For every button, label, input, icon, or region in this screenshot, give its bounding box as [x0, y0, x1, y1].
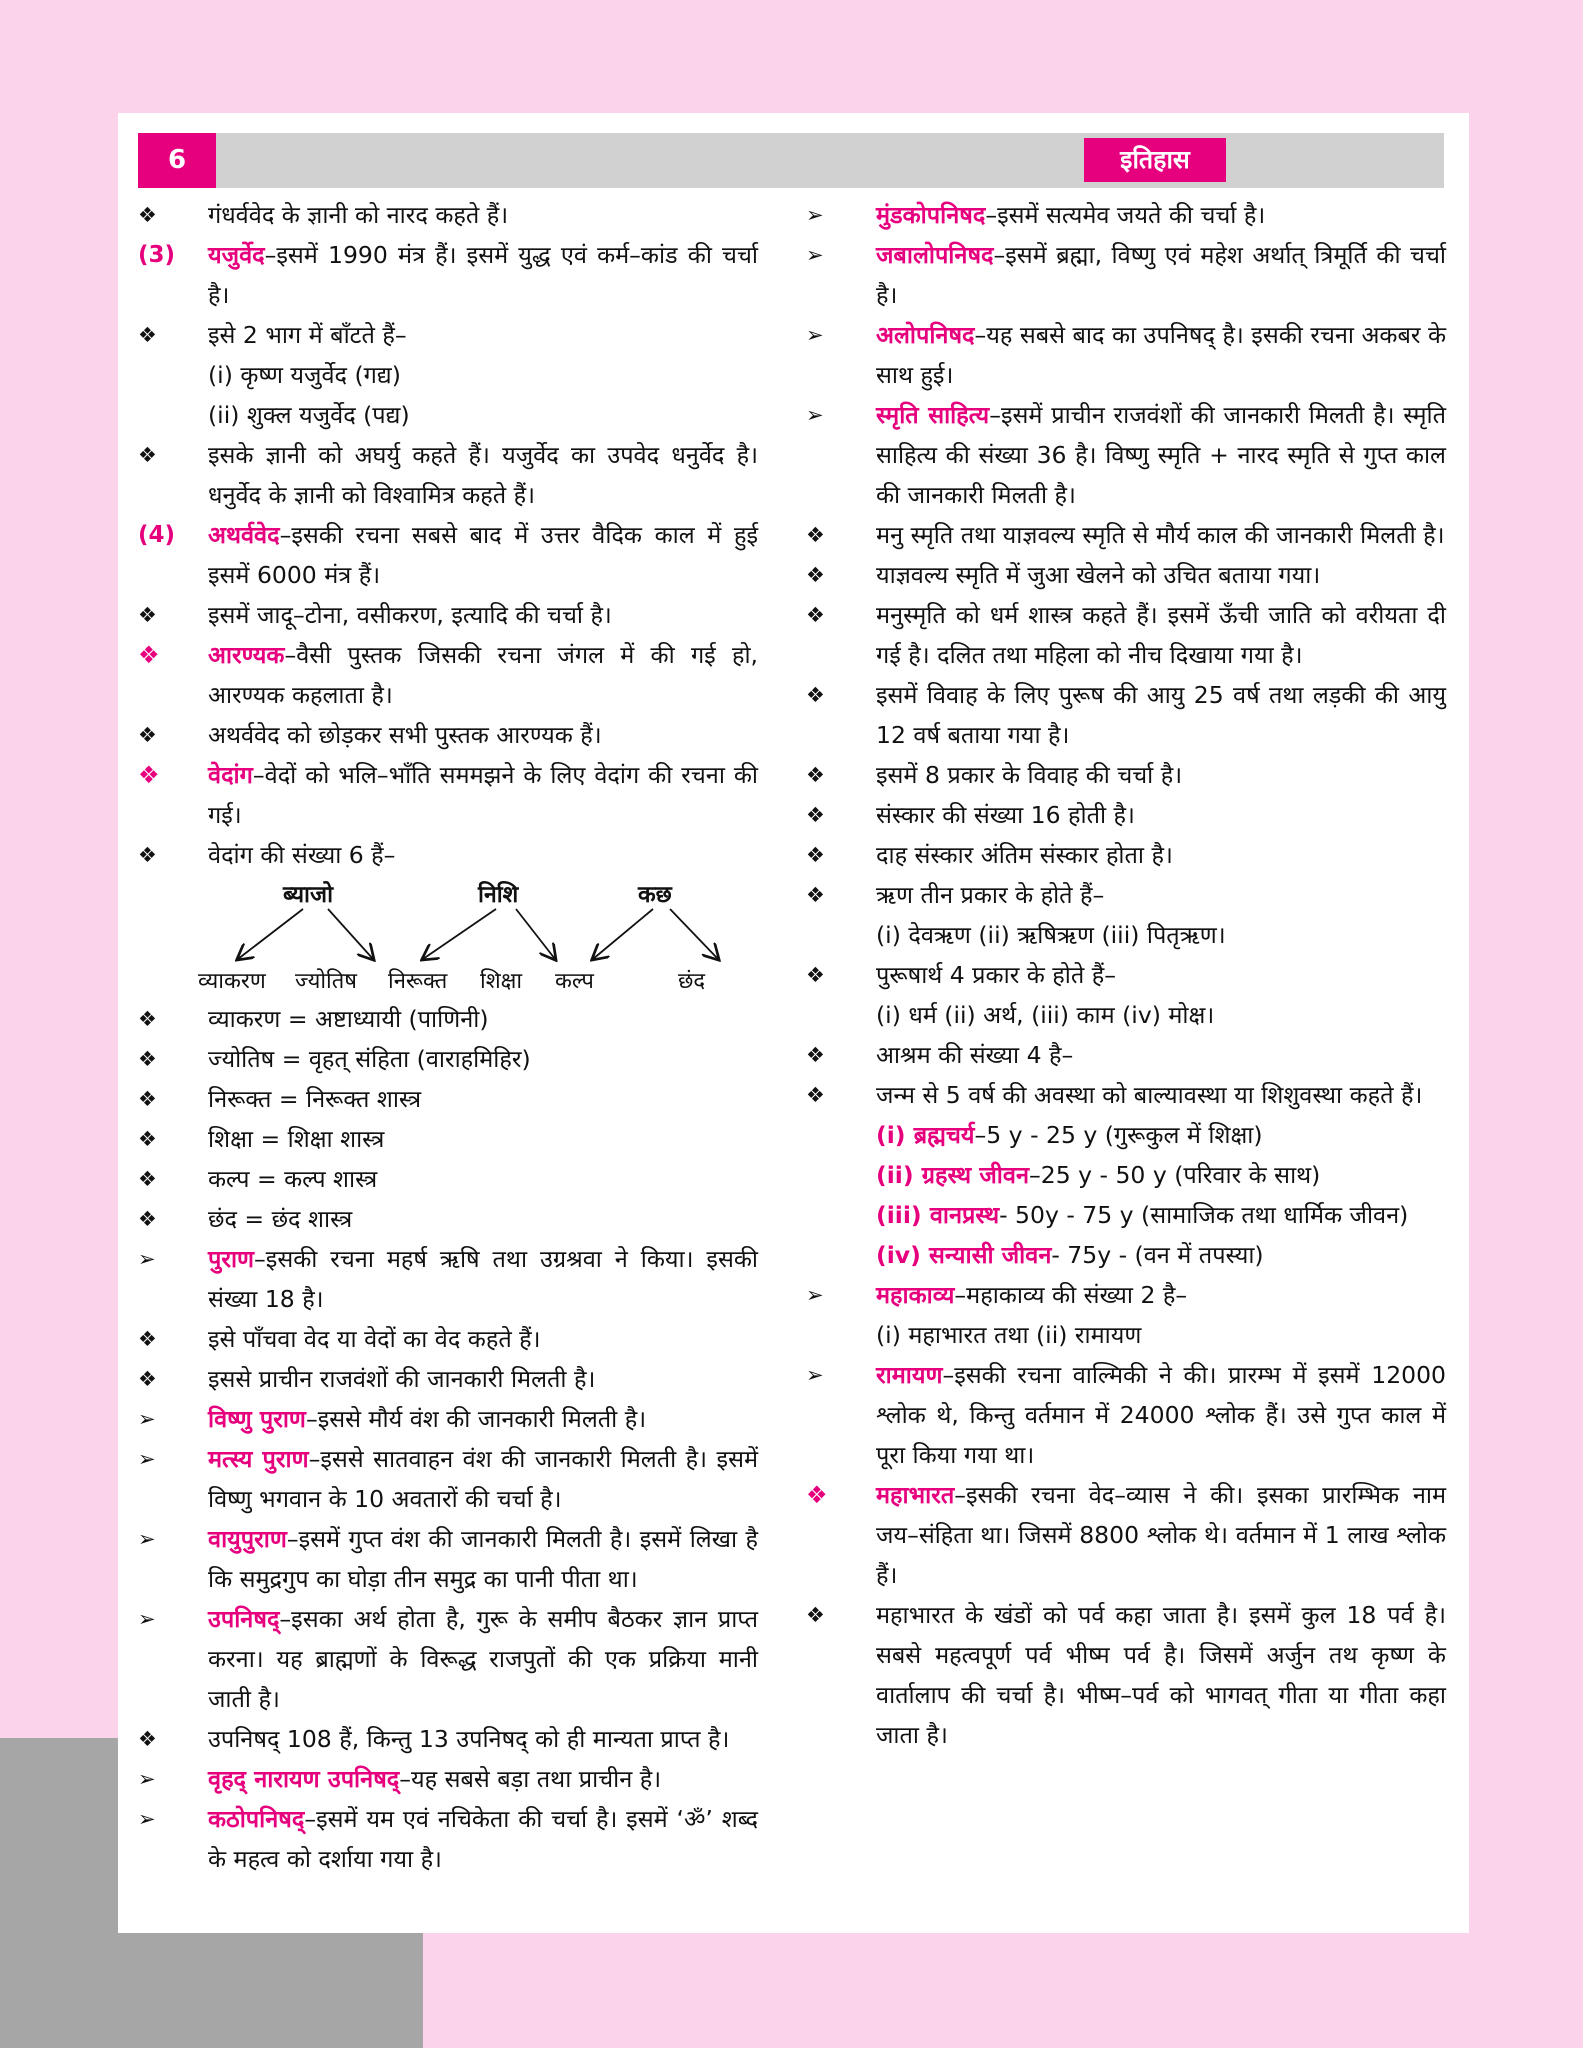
- item-text: मनु स्मृति तथा याज्ञवल्य स्मृति से मौर्य काल की जानकारी मिलती है।: [876, 521, 1445, 549]
- item-text: अथर्ववेद को छोड़कर सभी पुस्तक आरण्यक हैं।: [208, 721, 602, 749]
- list-item: [806, 235, 1446, 315]
- list-item: [806, 1075, 1446, 1115]
- item-text: याज्ञवल्य स्मृति में जुआ खेलने को उचित बताया गया।: [876, 561, 1321, 589]
- diagram-arrow-0: [238, 909, 303, 959]
- bullet-marker: ❖: [806, 1603, 825, 1627]
- keyword: महाभारत: [876, 1481, 955, 1509]
- item-text: शिक्षा = शिक्षा शास्त्र: [208, 1125, 385, 1153]
- keyword: विष्णु पुराण: [208, 1405, 306, 1433]
- keyword: वेदांग: [208, 761, 253, 789]
- bullet-marker: ❖: [806, 803, 825, 827]
- list-item: [806, 795, 1446, 835]
- item-text: –इसकी रचना महर्ष ऋषि तथा उग्रश्रवा ने किया। इसकी संख्या 18 है।: [208, 1245, 758, 1313]
- bullet-marker: ➢: [138, 1407, 156, 1431]
- keyword: पुराण: [208, 1245, 255, 1273]
- list-item: [138, 595, 758, 635]
- bullet-marker: ➢: [806, 203, 824, 227]
- diagram-arrow-4: [593, 909, 653, 959]
- list-item: [806, 555, 1446, 595]
- list-item: [138, 1079, 758, 1119]
- bullet-marker: ➢: [138, 1447, 156, 1471]
- item-text: ज्योतिष = वृहत् संहिता (वाराहमिहिर): [208, 1045, 531, 1073]
- bullet-marker: ➢: [138, 1247, 156, 1271]
- left-column: [138, 195, 758, 1879]
- item-text: –इससे मौर्य वंश की जानकारी मिलती है।: [305, 1405, 647, 1433]
- item-text: कल्प = कल्प शास्त्र: [208, 1165, 378, 1193]
- sub-item: [806, 1115, 1446, 1155]
- keyword: अलोपनिषद: [876, 321, 975, 349]
- list-item: [138, 1519, 758, 1599]
- item-text: –इसका अर्थ होता है, गुरू के समीप बैठकर ज्ञान प्राप्त करना। यह ब्राह्मणों के विरूद्ध राजपुतों की एक प्रक्रिया मानी जाती है।: [208, 1605, 758, 1713]
- bullet-marker: ❖: [138, 203, 157, 227]
- item-text: –इसमें प्राचीन राजवंशों की जानकारी मिलती है। स्मृति साहित्य की संख्या 36 है। विष्णु स्मृति + नारद स्मृति से गुप्त काल की जानकारी मिलती है।: [876, 401, 1446, 509]
- keyword: वायुपुराण: [208, 1525, 287, 1553]
- diagram-leaf-label: व्याकरण: [198, 969, 266, 994]
- bullet-marker: ❖: [138, 603, 157, 627]
- item-text: मनुस्मृति को धर्म शास्त्र कहते हैं। इसमें ऊँची जाति को वरीयता दी गई है। दलित तथा महिला को नीच दिखाया गया है।: [876, 601, 1446, 669]
- bullet-marker: ➢: [806, 1283, 824, 1307]
- item-text: गंधर्ववेद के ज्ञानी को नारद कहते हैं।: [208, 201, 509, 229]
- list-item: [138, 715, 758, 755]
- list-item: [806, 875, 1446, 915]
- item-text: इसे पाँचवा वेद या वेदों का वेद कहते हैं।: [208, 1325, 541, 1353]
- item-text: –इसमें ब्रह्मा, विष्णु एवं महेश अर्थात् त्रिमूर्ति की चर्चा है।: [876, 241, 1446, 309]
- sub-item: [806, 1155, 1446, 1195]
- bullet-marker: ➢: [138, 1767, 156, 1791]
- list-item: [138, 195, 758, 235]
- sub-item: [806, 995, 1446, 1035]
- keyword: यजुर्वेद: [208, 241, 265, 269]
- bullet-marker: ❖: [138, 723, 157, 747]
- item-text: –महाकाव्य की संख्या 2 है–: [954, 1281, 1188, 1309]
- list-item: [138, 435, 758, 515]
- sub-item: [806, 1235, 1446, 1275]
- keyword: मुंडकोपनिषद: [876, 201, 986, 229]
- item-text: –इसकी रचना सबसे बाद में उत्तर वैदिक काल में हुई इसमें 6000 मंत्र हैं।: [208, 521, 758, 589]
- keyword: अथर्ववेद: [208, 521, 280, 549]
- item-text: –इसमें गुप्त वंश की जानकारी मिलती है। इसमें लिखा है कि समुद्रगुप का घोड़ा तीन समुद्र का पानी पीता था।: [208, 1525, 758, 1593]
- sub-item: [806, 1195, 1446, 1235]
- keyword: मत्स्य पुराण: [208, 1445, 309, 1473]
- list-item: [806, 1595, 1446, 1755]
- item-text: –वेदों को भलि–भाँति सममझने के लिए वेदांग की रचना की गई।: [208, 761, 758, 829]
- list-item: [138, 1759, 758, 1799]
- bullet-marker: ❖: [806, 843, 825, 867]
- vedang-diagram: [198, 875, 758, 999]
- sub-item-text: (i) महाभारत तथा (ii) रामायण: [876, 1321, 1142, 1349]
- keyword: रामायण: [876, 1361, 943, 1389]
- list-item: [138, 999, 758, 1039]
- sub-item-text: –25 y - 50 y (परिवार के साथ): [1029, 1161, 1321, 1189]
- list-item: [806, 835, 1446, 875]
- item-text: महाभारत के खंडों को पर्व कहा जाता है। इसमें कुल 18 पर्व है। सबसे महत्वपूर्ण पर्व भीष्म पर्व है। जिसमें अर्जुन तथ कृष्ण के वार्तालाप की चर्चा है। भीष्म–पर्व को भागवत् गीता या गीता कहा जाता है।: [876, 1601, 1446, 1749]
- list-item: [138, 515, 758, 595]
- diagram-arrow-1: [328, 909, 373, 959]
- keyword: कठोपनिषद्: [208, 1805, 305, 1833]
- sub-item-text: - 50y - 75 y (सामाजिक तथा धार्मिक जीवन): [999, 1201, 1409, 1229]
- sub-item-text: –5 y - 25 y (गुरूकुल में शिक्षा): [974, 1121, 1263, 1149]
- bullet-marker: ❖: [806, 683, 825, 707]
- item-text: –वैसी पुस्तक जिसकी रचना जंगल में की गई हो, आरण्यक कहलाता है।: [208, 641, 758, 709]
- bullet-marker: ➢: [806, 1363, 824, 1387]
- diagram-leaf-label: छंद: [678, 969, 706, 994]
- sub-item-keyword: (ii) ग्रहस्थ जीवन: [876, 1161, 1030, 1189]
- list-item: [138, 1599, 758, 1719]
- list-item: [806, 1355, 1446, 1475]
- sub-item-keyword: (i) ब्रह्मचर्य: [876, 1121, 975, 1149]
- item-text: –इसकी रचना वाल्मिकी ने की। प्रारम्भ में इसमें 12000 श्लोक थे, किन्तु वर्तमान में 24000 श्लोक हैं। उसे गुप्त काल में पूरा किया गया था।: [876, 1361, 1446, 1469]
- list-item: [806, 1275, 1446, 1315]
- sub-item-text: (i) कृष्ण यजुर्वेद (गद्य): [208, 361, 401, 389]
- keyword: उपनिषद्: [208, 1605, 280, 1633]
- bullet-marker: ❖: [806, 1043, 825, 1067]
- right-column: [806, 195, 1446, 1755]
- list-item: [806, 755, 1446, 795]
- sub-item-text: (ii) शुक्ल यजुर्वेद (पद्य): [208, 401, 410, 429]
- page-sheet: [118, 113, 1469, 1933]
- bullet-marker: ❖: [138, 1207, 157, 1231]
- bullet-marker: ❖: [806, 523, 825, 547]
- bullet-marker: ❖: [138, 1327, 157, 1351]
- sub-item: [806, 915, 1446, 955]
- item-text: संस्कार की संख्या 16 होती है।: [876, 801, 1135, 829]
- item-text: –यह सबसे बड़ा तथा प्राचीन है।: [399, 1765, 662, 1793]
- diagram-leaf-label: कल्प: [555, 969, 594, 994]
- item-text: –यह सबसे बाद का उपनिषद् है। इसकी रचना अकबर के साथ हुई।: [876, 321, 1447, 389]
- item-text: उपनिषद् 108 हैं, किन्तु 13 उपनिषद् को ही मान्यता प्राप्त है।: [208, 1725, 730, 1753]
- bullet-marker: ❖: [138, 323, 157, 347]
- list-item: [138, 635, 758, 715]
- item-text: आश्रम की संख्या 4 है–: [876, 1041, 1074, 1069]
- bullet-marker: ❖: [806, 883, 825, 907]
- bullet-marker: ➢: [138, 1527, 156, 1551]
- list-item: [138, 1319, 758, 1359]
- diagram-arrow-3: [516, 909, 555, 959]
- list-item: [806, 515, 1446, 555]
- bullet-marker: ❖: [138, 1087, 157, 1111]
- item-text: छंद = छंद शास्त्र: [208, 1205, 353, 1233]
- bullet-marker: ❖: [138, 1047, 157, 1071]
- item-text: ऋण तीन प्रकार के होते हैं–: [876, 881, 1105, 909]
- bullet-marker: ❖: [806, 603, 825, 627]
- list-item: [138, 1159, 758, 1199]
- bullet-marker: ❖: [138, 1367, 157, 1391]
- keyword: आरण्यक: [208, 641, 285, 669]
- sub-item-keyword: (iv) सन्यासी जीवन: [876, 1241, 1052, 1269]
- list-item: [138, 1439, 758, 1519]
- list-item: [138, 1399, 758, 1439]
- bullet-marker: ➢: [138, 1607, 156, 1631]
- item-text: इसमें विवाह के लिए पुरूष की आयु 25 वर्ष तथा लड़की की आयु 12 वर्ष बताया गया है।: [876, 681, 1446, 749]
- bullet-marker: ➢: [806, 403, 824, 427]
- item-text: वेदांग की संख्या 6 हैं–: [208, 841, 396, 869]
- item-text: व्याकरण = अष्टाध्यायी (पाणिनी): [208, 1005, 489, 1033]
- item-text: दाह संस्कार अंतिम संस्कार होता है।: [876, 841, 1173, 869]
- bullet-marker: ❖: [138, 443, 157, 467]
- item-text: निरूक्त = निरूक्त शास्त्र: [208, 1085, 422, 1113]
- item-text: –इससे सातवाहन वंश की जानकारी मिलती है। इसमें विष्णु भगवान के 10 अवतारों की चर्चा है।: [208, 1445, 759, 1513]
- list-item: [138, 1239, 758, 1319]
- diagram-arrow-5: [670, 909, 718, 959]
- subject-title: इतिहास: [1084, 138, 1226, 182]
- sub-item-text: (i) धर्म (ii) अर्थ, (iii) काम (iv) मोक्ष।: [876, 1001, 1215, 1029]
- item-text: जन्म से 5 वर्ष की अवस्था को बाल्यावस्था या शिशुवस्था कहते हैं।: [876, 1081, 1423, 1109]
- list-item: [138, 235, 758, 315]
- list-item: [806, 955, 1446, 995]
- bullet-marker: ❖: [806, 1481, 828, 1509]
- diagram-arrow-2: [423, 909, 496, 959]
- list-item: [138, 1359, 758, 1399]
- bullet-marker: ❖: [138, 761, 160, 789]
- item-text: इसमें 8 प्रकार के विवाह की चर्चा है।: [876, 761, 1183, 789]
- diagram-leaf-label: ज्योतिष: [295, 969, 357, 994]
- item-text: इसमें जादू–टोना, वसीकरण, इत्यादि की चर्चा है।: [208, 601, 612, 629]
- list-item: [806, 195, 1446, 235]
- diagram-leaf-label: शिक्षा: [480, 969, 523, 994]
- keyword: महाकाव्य: [876, 1281, 955, 1309]
- page-header: [138, 133, 1444, 188]
- bullet-marker: ❖: [806, 763, 825, 787]
- diagram-group-label: ब्याजो: [283, 882, 334, 908]
- bullet-marker: ❖: [806, 963, 825, 987]
- bullet-marker: ❖: [138, 1727, 157, 1751]
- diagram-leaf-label: निरूक्त: [388, 969, 448, 994]
- item-text: इससे प्राचीन राजवंशों की जानकारी मिलती है।: [208, 1365, 596, 1393]
- list-item: [138, 315, 758, 355]
- bullet-marker: ➢: [806, 323, 824, 347]
- list-item: [806, 595, 1446, 675]
- bullet-marker: ❖: [806, 1083, 825, 1107]
- bullet-marker: ➢: [138, 1807, 156, 1831]
- item-text: –इसकी रचना वेद–व्यास ने की। इसका प्रारम्भिक नाम जय–संहिता था। जिसमें 8800 श्लोक थे। वर्तमान में 1 लाख श्लोक हैं।: [876, 1481, 1446, 1589]
- bullet-marker: ❖: [138, 1007, 157, 1031]
- sub-item-text: (i) देवऋण (ii) ऋषिऋण (iii) पितृऋण।: [876, 921, 1226, 949]
- bullet-marker: (4): [138, 522, 176, 548]
- page-number: 6: [138, 133, 216, 188]
- bullet-marker: ❖: [138, 843, 157, 867]
- list-item: [806, 1475, 1446, 1595]
- bullet-marker: ➢: [806, 243, 824, 267]
- list-item: [138, 1119, 758, 1159]
- keyword: वृहद् नारायण उपनिषद्: [208, 1765, 400, 1793]
- item-text: पुरूषार्थ 4 प्रकार के होते हैं–: [876, 961, 1116, 989]
- list-item: [138, 1719, 758, 1759]
- bullet-marker: ❖: [138, 641, 160, 669]
- item-text: इसे 2 भाग में बाँटते हैं–: [208, 321, 407, 349]
- sub-item: [138, 395, 758, 435]
- list-item: [806, 1035, 1446, 1075]
- bullet-marker: (3): [138, 242, 176, 268]
- bullet-marker: ❖: [138, 1167, 157, 1191]
- list-item: [138, 1199, 758, 1239]
- list-item: [138, 1039, 758, 1079]
- keyword: जबालोपनिषद: [876, 241, 994, 269]
- list-item: [138, 755, 758, 835]
- list-item: [806, 675, 1446, 755]
- bullet-marker: ❖: [138, 1127, 157, 1151]
- sub-item-keyword: (iii) वानप्रस्थ: [876, 1201, 1000, 1229]
- sub-item: [806, 1315, 1446, 1355]
- sub-item-text: - 75y - (वन में तपस्या): [1051, 1241, 1264, 1269]
- item-text: –इसमें 1990 मंत्र हैं। इसमें युद्ध एवं कर्म–कांड की चर्चा है।: [208, 241, 758, 309]
- item-text: इसके ज्ञानी को अघर्यु कहते हैं। यजुर्वेद का उपवेद धनुर्वेद है। धनुर्वेद के ज्ञानी को विश्वामित्र कहते हैं।: [208, 441, 758, 509]
- bullet-marker: ❖: [806, 563, 825, 587]
- list-item: [806, 395, 1446, 515]
- diagram-group-label: कछ: [638, 882, 672, 908]
- list-item: [806, 315, 1446, 395]
- item-text: –इसमें सत्यमेव जयते की चर्चा है।: [985, 201, 1266, 229]
- sub-item: [138, 355, 758, 395]
- keyword: स्मृति साहित्य: [876, 401, 990, 429]
- diagram-group-label: निशि: [478, 882, 519, 908]
- list-item: [138, 835, 758, 875]
- item-text: –इसमें यम एवं नचिकेता की चर्चा है। इसमें ‘ॐ’ शब्द के महत्व को दर्शाया गया है।: [208, 1805, 758, 1873]
- list-item: [138, 1799, 758, 1879]
